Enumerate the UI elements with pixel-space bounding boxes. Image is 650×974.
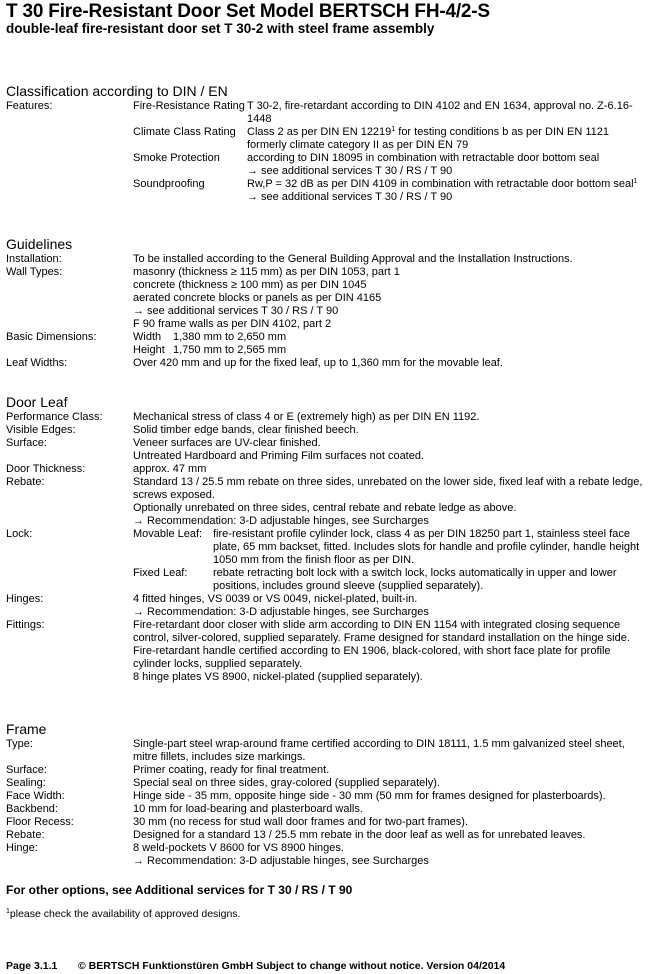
reference-link[interactable]: Recommendation: 3-D adjustable hinges, see Surcharges (147, 606, 429, 618)
row-value: Solid timber edge bands, clear finished beech. (133, 424, 359, 436)
wall-type-item: masonry (thickness ≥ 115 mm) as per DIN 1053, part 1 (133, 266, 400, 278)
row-label: Surface: (6, 437, 47, 449)
wall-type-item: aerated concrete blocks or panels as per DIN 4165 (133, 292, 382, 304)
footnote-text: please check the availability of approved designs. (9, 908, 241, 920)
feature-value (247, 178, 646, 204)
row-value: Primer coating, ready for final treatment. (133, 764, 330, 776)
reference-link[interactable]: see additional services T 30 / RS / T 90 (261, 191, 453, 203)
installation-row (6, 253, 646, 266)
row-label: Wall Types: (6, 266, 63, 278)
arrow-right-icon: → (247, 165, 258, 177)
frame-row (6, 842, 646, 855)
row-value (133, 855, 646, 868)
width-value: 1,380 mm to 2,650 mm (173, 331, 287, 343)
surface-row (6, 437, 646, 463)
footnote (6, 908, 240, 921)
row-label: Lock: (6, 528, 33, 540)
row-value (133, 476, 646, 528)
row-value (133, 593, 646, 619)
feature-climate-class (133, 126, 646, 152)
feature-label: Soundproofing (133, 178, 205, 190)
basic-dimensions-row (6, 331, 646, 357)
rebate-line: Standard 13 / 25.5 mm rebate on three sides, unrebated on the lower side, fixed leaf with a rebate ledge, screws exposed. (133, 476, 643, 501)
feature-label: Climate Class Rating (133, 126, 236, 138)
feature-fire-resistance (133, 100, 646, 126)
fittings-row (6, 619, 646, 684)
fittings-line: 8 hinge plates VS 8900, nickel-plated (supplied separately). (133, 671, 423, 683)
visible-edges-row (6, 424, 646, 437)
row-label: Performance Class: (6, 411, 103, 423)
height-value: 1,750 mm to 2,565 mm (173, 344, 287, 356)
row-value (133, 437, 646, 463)
row-label: Visible Edges: (6, 424, 76, 436)
frame-heading: Frame (6, 721, 47, 737)
lock-fixed-leaf (133, 567, 646, 593)
door-leaf-section (6, 395, 646, 684)
row-value (133, 331, 646, 357)
height-label: Height (133, 344, 165, 356)
row-label: Leaf Widths: (6, 357, 68, 369)
reference-link[interactable]: see additional services T 30 / RS / T 90 (147, 305, 339, 317)
row-label: Hinge: (6, 842, 38, 854)
features-row (6, 100, 646, 204)
row-label: Basic Dimensions: (6, 331, 97, 343)
lock-row (6, 528, 646, 593)
leaf-widths-row (6, 357, 646, 370)
row-value: Mechanical stress of class 4 or E (extremely high) as per DIN EN 1192. (133, 411, 480, 423)
row-label: Installation: (6, 253, 62, 265)
row-value: Single-part steel wrap-around frame certified according to DIN 18111, 1.5 mm galvanized steel sheet, mitre fillets, includes size markings. (133, 738, 625, 763)
row-value: approx. 47 mm (133, 463, 207, 475)
performance-class-row (6, 411, 646, 424)
row-value: To be installed according to the General Building Approval and the Installation Instructions. (133, 253, 573, 265)
row-value (133, 266, 646, 331)
row-value: 8 weld-pockets V 8600 for VS 8900 hinges. (133, 842, 344, 854)
row-label: Hinges: (6, 593, 44, 605)
row-label: Surface: (6, 764, 47, 776)
feature-value: T 30-2, fire-retardant according to DIN 4102 and EN 1634, approval no. Z-6.16-1448 (247, 100, 633, 125)
footnote-marker: 1 (391, 126, 396, 133)
frame-recommendation-row (6, 855, 646, 868)
rebate-row (6, 476, 646, 528)
row-label: Fittings: (6, 619, 45, 631)
frame-row (6, 816, 646, 829)
arrow-right-icon: → (133, 515, 144, 527)
frame-row (6, 738, 646, 764)
feature-label: Smoke Protection (133, 152, 220, 164)
row-label: Type: (6, 738, 33, 750)
door-thickness-row (6, 463, 646, 476)
frame-row (6, 829, 646, 842)
wall-types-row (6, 266, 646, 331)
frame-section (6, 722, 646, 868)
fittings-line: Fire-retardant handle certified according to EN 1906, black-colored, with short face plate for profile cylinder locks, supplied separately. (133, 645, 611, 670)
wall-type-item: F 90 frame walls as per DIN 4102, part 2 (133, 318, 332, 330)
row-label: Backbend: (6, 803, 58, 815)
feature-soundproofing (133, 178, 646, 204)
features-label: Features: (6, 100, 53, 112)
copyright-notice: © BERTSCH Funktionstüren GmbH Subject to change without notice. Version 04/2014 (78, 960, 506, 972)
door-leaf-heading: Door Leaf (6, 394, 68, 410)
hinges-row (6, 593, 646, 619)
lock-sub-label: Movable Leaf: (133, 528, 203, 540)
frame-row (6, 803, 646, 816)
arrow-right-icon: → (133, 606, 144, 618)
frame-row (6, 764, 646, 777)
frame-row (6, 777, 646, 790)
row-label: Floor Recess: (6, 816, 74, 828)
classification-section (6, 84, 646, 204)
row-label: Face Width: (6, 790, 65, 802)
lock-sub-value: rebate retracting bolt lock with a switch lock, locks automatically in upper and lower positions, includes ground sleeve (supplied separately). (213, 567, 617, 592)
other-options-note: For other options, see Additional services for T 30 / RS / T 90 (6, 883, 353, 897)
arrow-right-icon: → (133, 855, 144, 867)
wall-type-item: concrete (thickness ≥ 100 mm) as per DIN 1045 (133, 279, 367, 291)
row-value: 10 mm for load-bearing and plasterboard walls. (133, 803, 363, 815)
width-label: Width (133, 331, 162, 343)
climate-text-2: formerly climate category II as per DIN EN 79 (247, 139, 469, 151)
hinges-line: 4 fitted hinges, VS 0039 or VS 0049, nickel-plated, built-in. (133, 593, 418, 605)
row-value (133, 619, 646, 684)
document-subtitle: double-leaf fire-resistant door set T 30-2 with steel frame assembly (6, 21, 435, 36)
sound-text: Rw,P = 32 dB as per DIN 4109 in combination with retractable door bottom seal (247, 178, 634, 190)
reference-link[interactable]: Recommendation: 3-D adjustable hinges, see Surcharges (147, 855, 429, 867)
guidelines-section (6, 237, 646, 370)
climate-text-a: Class 2 as per DIN EN 12219 (247, 126, 392, 138)
feature-value (247, 126, 646, 152)
lock-sub-value: fire-resistant profile cylinder lock, class 4 as per DIN 18250 part 1, stainless steel face plate, 65 mm backset, fitted. Includes slots for handle and profile cylinder, handle height 1050 mm from the finish floor as per DIN. (213, 528, 640, 566)
row-value: Hinge side - 35 mm, opposite hinge side - 30 mm (50 mm for frames designed for plasterboards). (133, 790, 606, 802)
reference-link[interactable]: see additional services T 30 / RS / T 90 (261, 165, 453, 177)
page-footer (6, 960, 505, 973)
lock-sub-label: Fixed Leaf: (133, 567, 188, 579)
footnote-marker: 1 (633, 178, 638, 185)
row-value: 30 mm (no recess for stud wall door frames and for two-part frames). (133, 816, 469, 828)
surface-line: Untreated Hardboard and Priming Film surfaces not coated. (133, 450, 425, 462)
climate-text-b: for testing conditions b as per DIN EN 1121 (395, 126, 609, 138)
feature-value (247, 152, 646, 178)
smoke-text: according to DIN 18095 in combination with retractable door bottom seal (247, 152, 600, 164)
classification-heading: Classification according to DIN / EN (6, 83, 228, 99)
reference-link[interactable]: Recommendation: 3-D adjustable hinges, see Surcharges (147, 515, 429, 527)
row-value: Designed for a standard 13 / 25.5 mm rebate in the door leaf as well as for unrebated leaves. (133, 829, 586, 841)
row-value: Special seal on three sides, gray-colored (supplied separately). (133, 777, 440, 789)
feature-smoke-protection (133, 152, 646, 178)
row-label: Rebate: (6, 476, 45, 488)
surface-line: Veneer surfaces are UV-clear finished. (133, 437, 321, 449)
arrow-right-icon: → (133, 305, 144, 317)
row-label: Door Thickness: (6, 463, 86, 475)
page-number: Page 3.1.1 (6, 960, 58, 972)
row-label-empty (6, 855, 133, 868)
row-value: Over 420 mm and up for the fixed leaf, up to 1,360 mm for the movable leaf. (133, 357, 503, 369)
rebate-line: Optionally unrebated on three sides, central rebate and rebate ledge as above. (133, 502, 517, 514)
footnote-marker: 1 (6, 908, 10, 915)
frame-row (6, 790, 646, 803)
row-label: Sealing: (6, 777, 46, 789)
row-label: Rebate: (6, 829, 45, 841)
lock-movable-leaf (133, 528, 646, 567)
feature-label: Fire-Resistance Rating (133, 100, 245, 112)
fittings-line: Fire-retardant door closer with slide arm according to DIN EN 1154 with integrated closing sequence control, silver-colored, supplied separately. Frame designed for standard installation on the hinge side. (133, 619, 630, 644)
features-list (133, 100, 646, 204)
guidelines-heading: Guidelines (6, 236, 73, 252)
row-value (133, 528, 646, 593)
arrow-right-icon: → (247, 191, 258, 203)
document-title: T 30 Fire-Resistant Door Set Model BERTSCH FH-4/2-S (6, 1, 490, 22)
